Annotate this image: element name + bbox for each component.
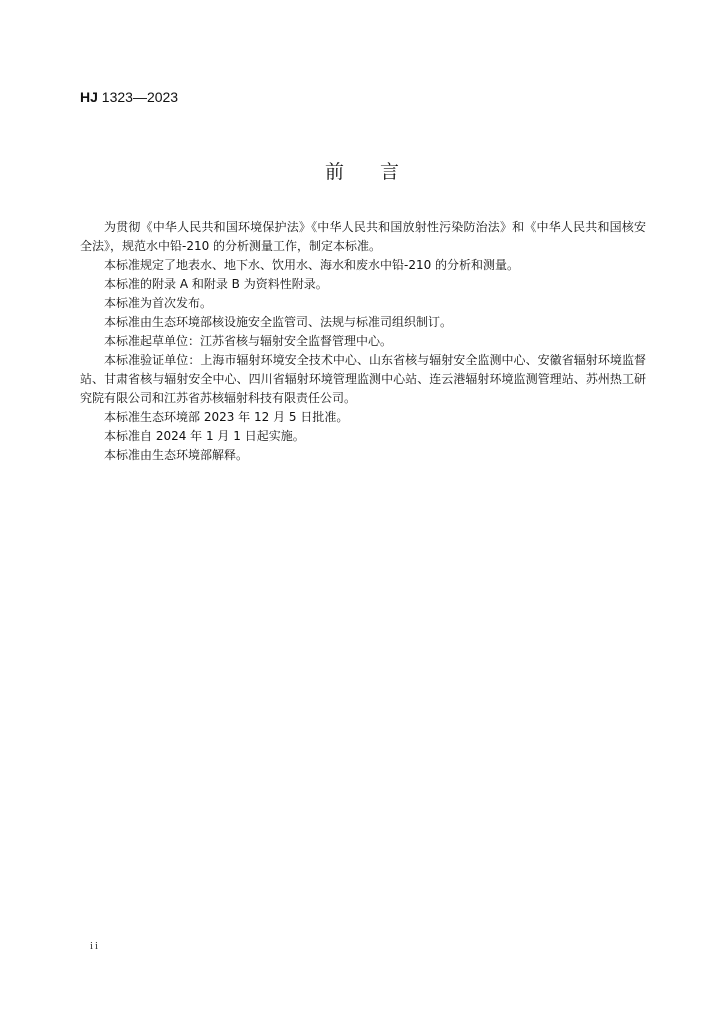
standard-number: 1323—2023 [101,89,179,105]
paragraph-verification-units: 本标准验证单位：上海市辐射环境安全技术中心、山东省核与辐射安全监测中心、安徽省辐射环境监督站、甘肃省核与辐射安全中心、四川省辐射环境管理监测中心站、连云港辐射环境监测管理站、苏州热工研究院有限公司和江苏省苏核辐射科技有限责任公司。 [80,353,646,405]
paragraph-effective-date: 本标准自 2024 年 1 月 1 日起实施。 [104,429,305,443]
paragraph-first-release: 本标准为首次发布。 [104,296,213,310]
paragraph-organizer: 本标准由生态环境部核设施安全监管司、法规与标准司组织制订。 [104,315,453,329]
page-number: ii [90,940,101,952]
paragraph-interpretation: 本标准由生态环境部解释。 [104,448,249,462]
standard-code [80,88,178,106]
paragraph-appendix: 本标准的附录 A 和附录 B 为资料性附录。 [104,277,328,291]
paragraph-drafting-unit: 本标准起草单位：江苏省核与辐射安全监督管理中心。 [104,334,393,348]
title-part-2: 言 [380,161,400,183]
paragraph-purpose: 为贯彻《中华人民共和国环境保护法》《中华人民共和国放射性污染防治法》和《中华人民共和国核安全法》，规范水中铅-210 的分析测量工作，制定本标准。 [80,220,646,253]
page-title [0,160,724,184]
foreword-body [80,218,646,465]
paragraph-approval: 本标准生态环境部 2023 年 12 月 5 日批准。 [104,410,349,424]
title-part-1: 前 [324,161,344,183]
standard-prefix: HJ [80,89,98,105]
paragraph-scope: 本标准规定了地表水、地下水、饮用水、海水和废水中铅-210 的分析和测量。 [104,258,520,272]
